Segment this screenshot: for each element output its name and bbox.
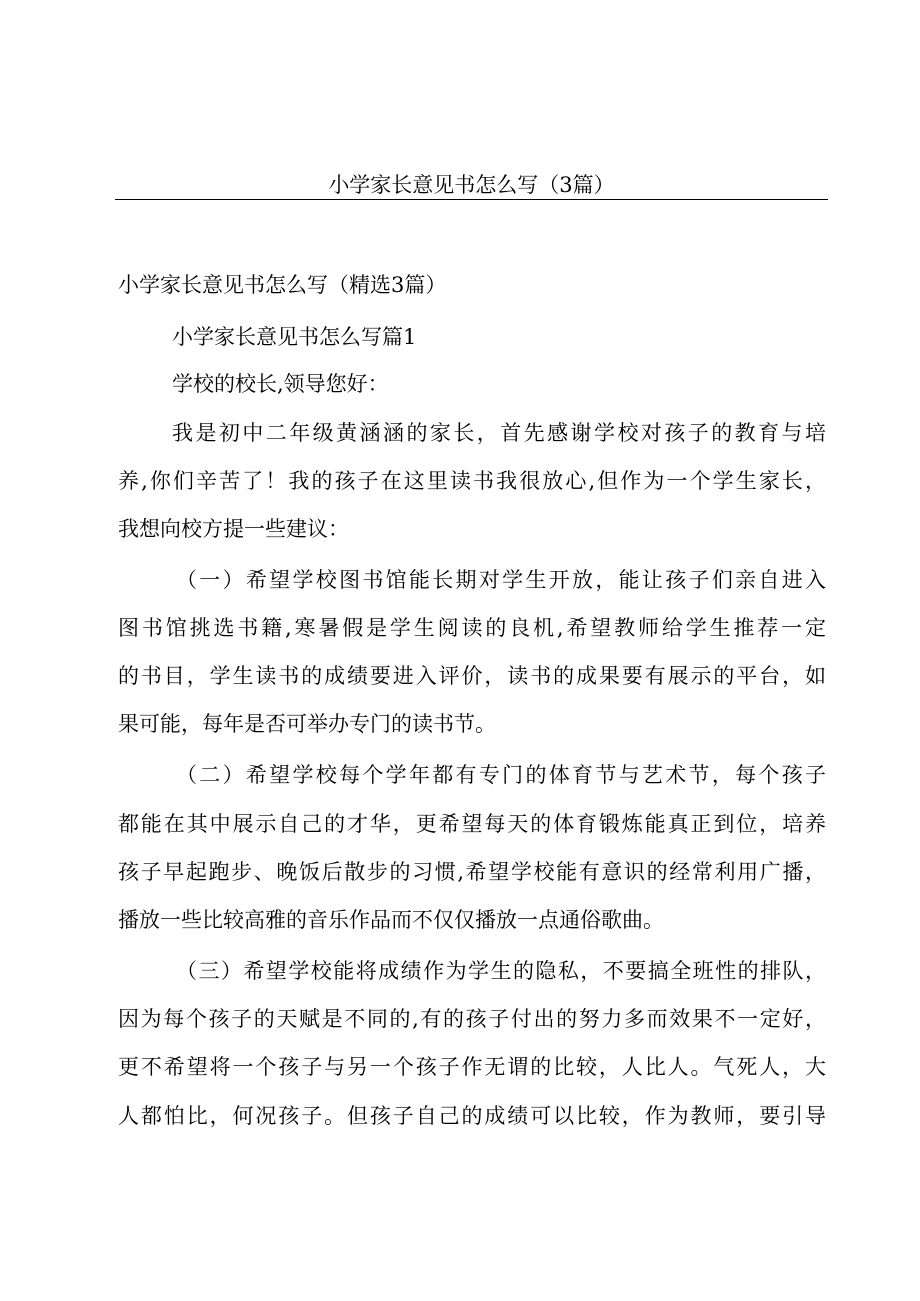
document-title: 小学家长意见书怎么写（3篇）: [328, 173, 615, 197]
paragraph-line: 因为每个孩子的天赋是不同的,有的孩子付出的努力多而效果不一定好，: [118, 1007, 826, 1031]
paragraph-line: （三）希望学校能将成绩作为学生的隐私，不要搞全班性的排队，: [176, 959, 826, 983]
title-underline: [115, 199, 828, 200]
paragraph-line: 更不希望将一个孩子与另一个孩子作无谓的比较，人比人。气死人，大: [118, 1055, 826, 1079]
paragraph-line: （二）希望学校每个学年都有专门的体育节与艺术节，每个孩子: [176, 763, 826, 787]
paragraph-line: 我想向校方提一些建议：: [118, 517, 349, 541]
paragraph-line: 的书目，学生读书的成绩要进入评价，读书的成果要有展示的平台，如: [118, 664, 826, 688]
document-subtitle: 小学家长意见书怎么写（精选3篇）: [118, 273, 447, 297]
paragraph-line: 都能在其中展示自己的才华，更希望每天的体育锻炼能真正到位，培养: [118, 812, 826, 836]
paragraph-line: （一）希望学校图书馆能长期对学生开放，能让孩子们亲自进入: [176, 568, 826, 592]
paragraph-line: 图书馆挑选书籍,寒暑假是学生阅读的良机,希望教师给学生推荐一定: [118, 616, 826, 640]
paragraph-line: 养,你们辛苦了！我的孩子在这里读书我很放心,但作为一个学生家长，: [118, 469, 826, 493]
paragraph-line: 人都怕比，何况孩子。但孩子自己的成绩可以比较，作为教师，要引导: [118, 1104, 826, 1128]
paragraph-line: 孩子早起跑步、晚饭后散步的习惯,希望学校能有意识的经常利用广播，: [118, 860, 826, 884]
paragraph-line: 播放一些比较高雅的音乐作品而不仅仅播放一点通俗歌曲。: [118, 908, 664, 932]
paragraph-line: 我是初中二年级黄涵涵的家长，首先感谢学校对孩子的教育与培: [172, 421, 826, 445]
section-heading: 小学家长意见书怎么写篇1: [172, 325, 417, 349]
salutation: 学校的校长,领导您好：: [172, 372, 389, 396]
paragraph-line: 果可能，每年是否可举办专门的读书节。: [118, 712, 496, 736]
